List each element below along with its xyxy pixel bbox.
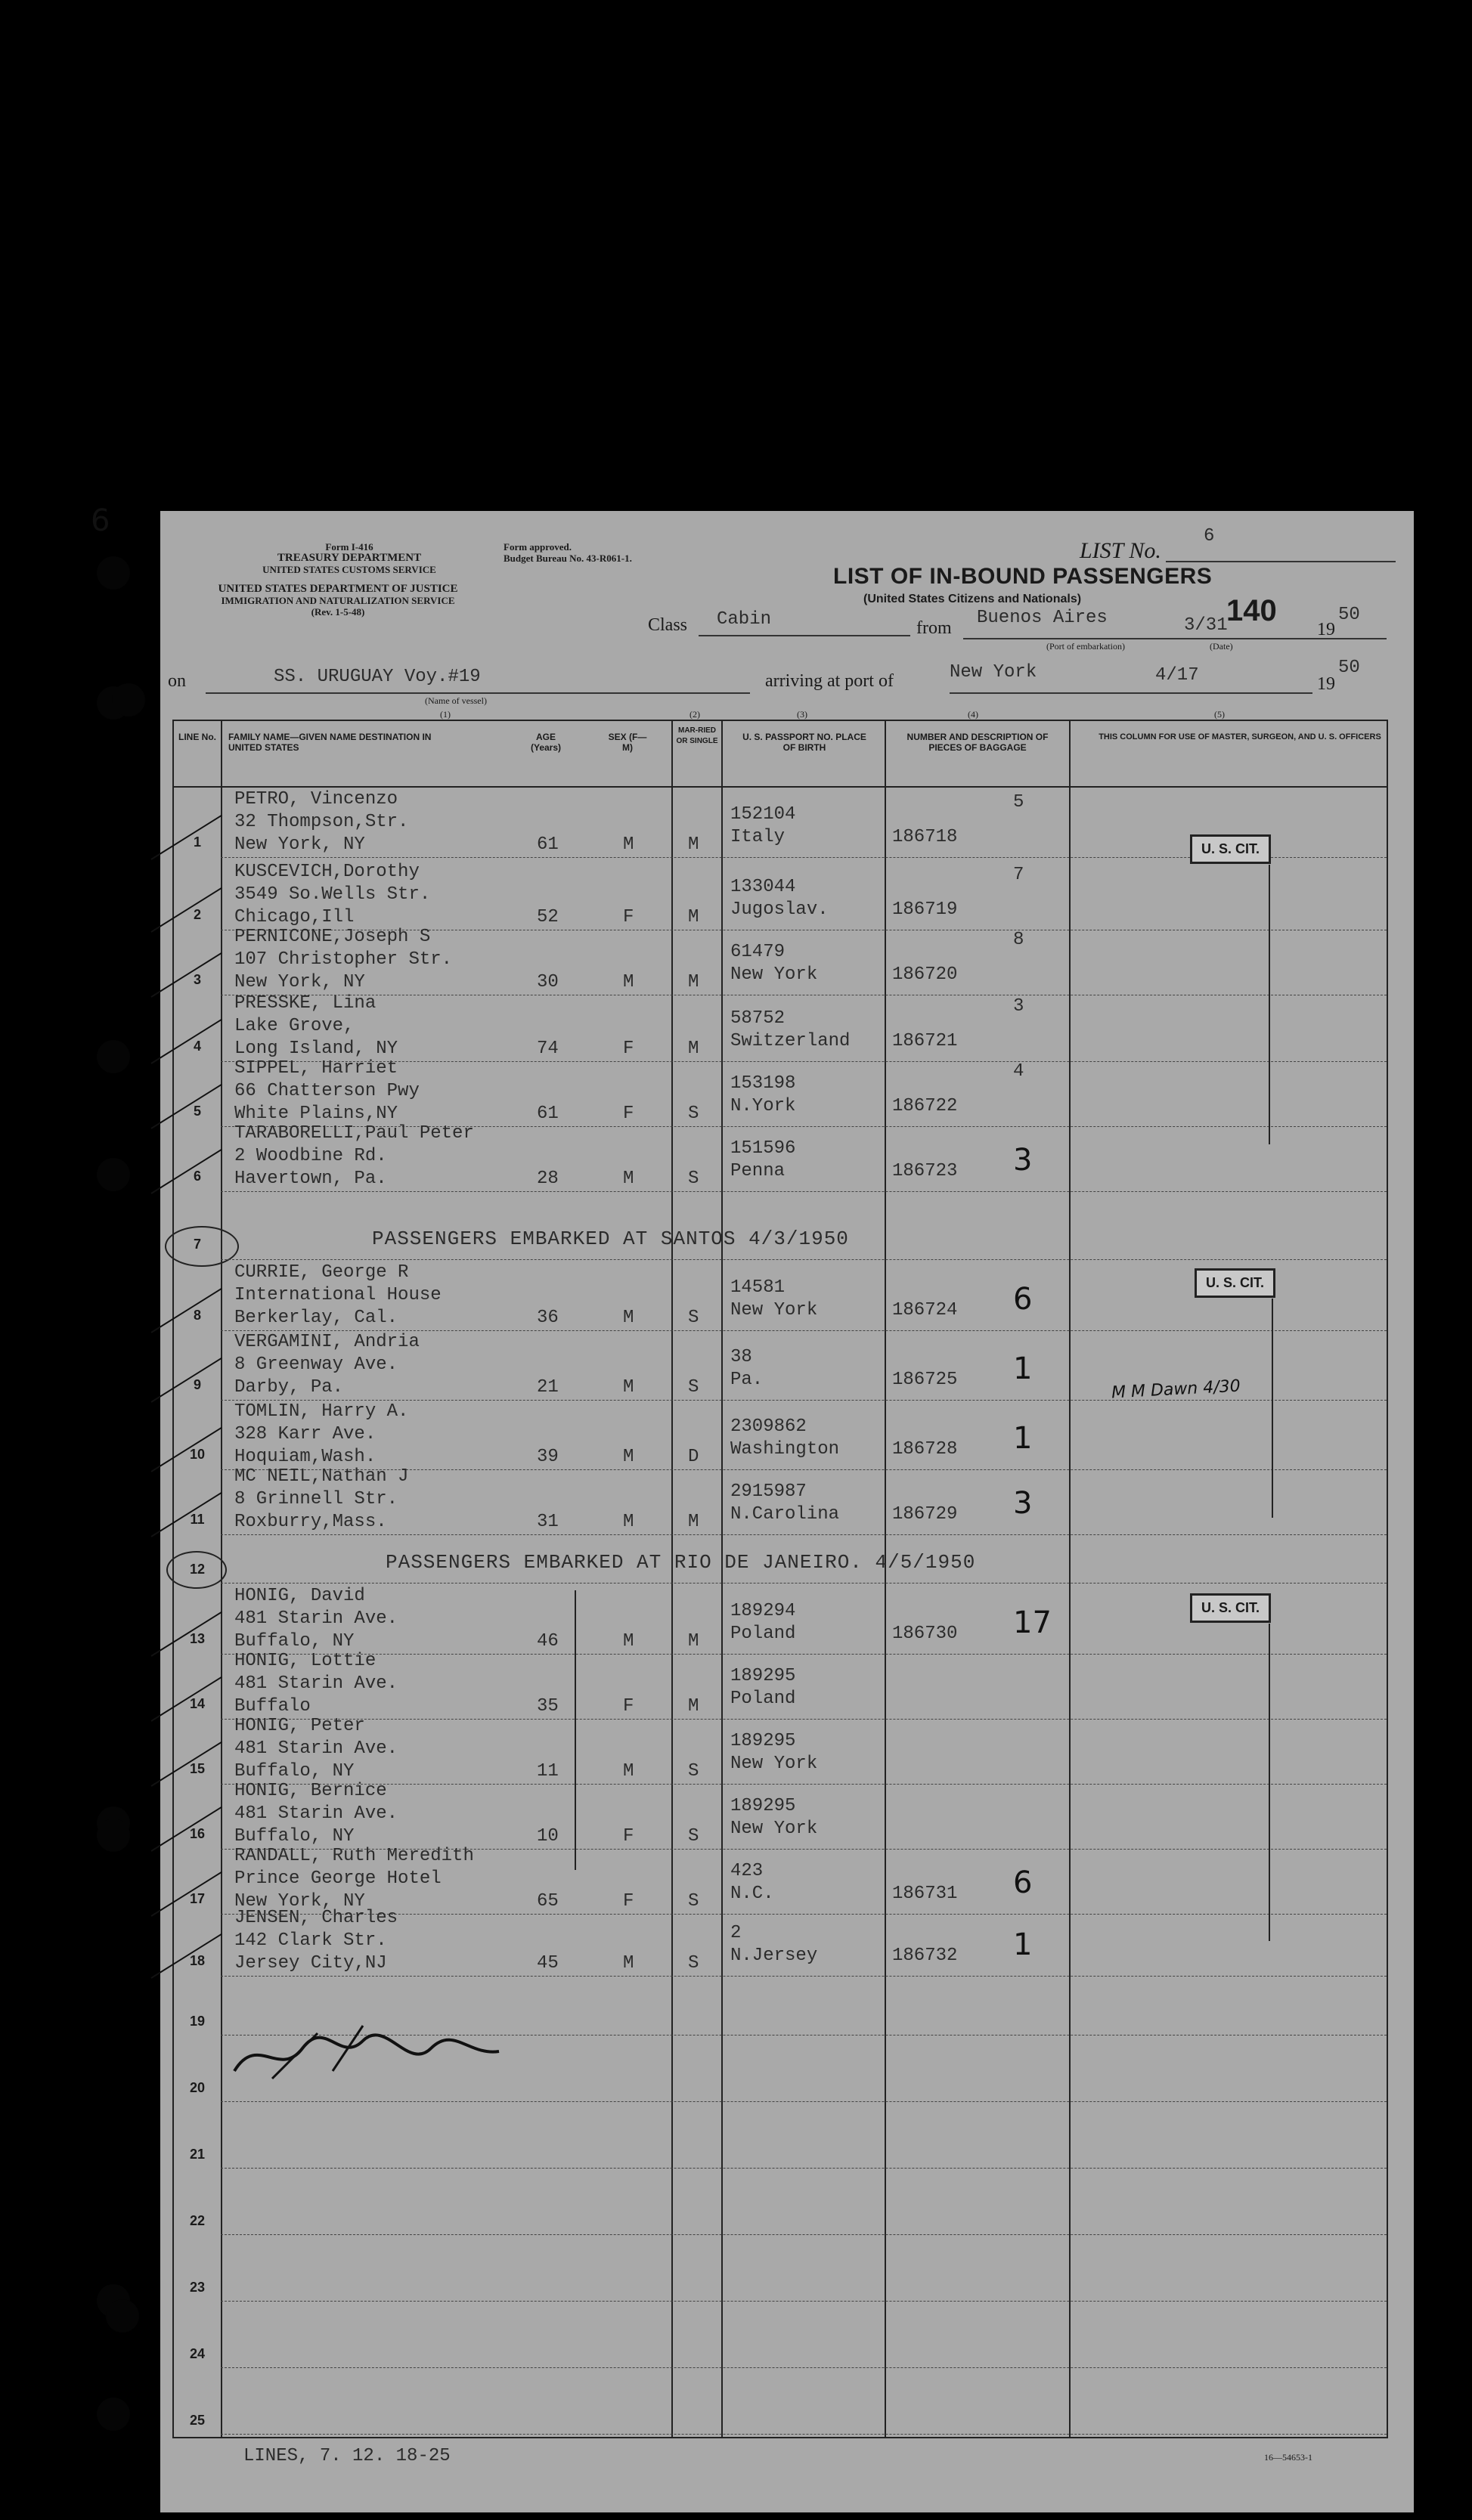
line-circle bbox=[165, 1226, 239, 1267]
baggage-pieces: 1 bbox=[1013, 1927, 1033, 1962]
line-number: 16 bbox=[189, 1826, 206, 1841]
passenger-city: White Plains,NY bbox=[234, 1104, 398, 1124]
port-caption: (Port of embarkation) bbox=[1046, 641, 1125, 652]
on-label: on bbox=[168, 671, 186, 691]
row-divider bbox=[221, 1583, 1387, 1584]
baggage-no: 186731 bbox=[892, 1884, 958, 1904]
passenger-name: MC NEIL,Nathan J bbox=[234, 1466, 409, 1487]
baggage-pieces: 8 bbox=[1013, 930, 1024, 950]
line-number: 17 bbox=[189, 1891, 206, 1906]
baggage-no: 186729 bbox=[892, 1504, 958, 1525]
place-of-birth: N.Carolina bbox=[730, 1504, 840, 1525]
vessel-underline bbox=[206, 692, 750, 694]
passenger-sex: F bbox=[623, 1891, 634, 1912]
place-of-birth: New York bbox=[730, 1819, 818, 1839]
line-number: 19 bbox=[189, 2014, 206, 2029]
baggage-no: 186722 bbox=[892, 1096, 958, 1116]
row-divider bbox=[221, 2434, 1387, 2435]
list-no-value: 6 bbox=[1204, 526, 1215, 546]
passenger-sex: M bbox=[623, 1512, 634, 1532]
passenger-name: PERNICONE,Joseph S bbox=[234, 927, 431, 947]
passenger-city: New York, NY bbox=[234, 972, 365, 992]
passenger-marital: S bbox=[688, 1826, 699, 1847]
baggage-pieces: 1 bbox=[1013, 1351, 1033, 1386]
passenger-marital: S bbox=[688, 1377, 699, 1398]
baggage-pieces: 3 bbox=[1013, 996, 1024, 1017]
row-divider bbox=[221, 2168, 1387, 2169]
officer-signature: M M Dawn 4/30 bbox=[1111, 1376, 1241, 1403]
stamped-number: 140 bbox=[1226, 594, 1277, 627]
line-circle bbox=[166, 1551, 227, 1589]
passenger-name: JENSEN, Charles bbox=[234, 1908, 398, 1928]
passenger-city: Buffalo, NY bbox=[234, 1826, 355, 1847]
row-divider bbox=[221, 1259, 1387, 1260]
col-header-officers: THIS COLUMN FOR USE OF MASTER, SURGEON, AND U. S. OFFICERS bbox=[1099, 732, 1381, 741]
passenger-sex: F bbox=[623, 1039, 634, 1059]
line-number: 24 bbox=[189, 2346, 206, 2361]
passport-no: 14581 bbox=[730, 1277, 786, 1298]
passenger-city: Buffalo, NY bbox=[234, 1761, 355, 1782]
passenger-marital: S bbox=[688, 1891, 699, 1912]
passenger-marital: S bbox=[688, 1308, 699, 1328]
passenger-marital: M bbox=[688, 1631, 699, 1652]
passenger-marital: S bbox=[688, 1104, 699, 1124]
master-signature bbox=[227, 2018, 514, 2086]
passenger-address: Lake Grove, bbox=[234, 1016, 355, 1036]
passenger-age: 35 bbox=[537, 1696, 559, 1717]
passenger-age: 28 bbox=[537, 1169, 559, 1189]
line-number: 9 bbox=[193, 1377, 201, 1392]
us-citizen-stamp: U. S. CIT. bbox=[1190, 1593, 1271, 1623]
baggage-no: 186725 bbox=[892, 1370, 958, 1390]
passenger-sex: M bbox=[623, 1169, 634, 1189]
passenger-address: 142 Clark Str. bbox=[234, 1930, 387, 1951]
line-number: 22 bbox=[189, 2213, 206, 2228]
place-of-birth: Penna bbox=[730, 1161, 786, 1181]
punch-hole bbox=[97, 1158, 130, 1191]
department-block: UNITED STATES DEPARTMENT OF JUSTICE IMMIGRATION AND NATURALIZATION SERVICE (Rev. 1-5-48) bbox=[218, 583, 458, 618]
manifest-table bbox=[172, 720, 1388, 2438]
passenger-city: Darby, Pa. bbox=[234, 1377, 344, 1398]
passenger-address: 107 Christopher Str. bbox=[234, 949, 453, 970]
passenger-age: 31 bbox=[537, 1512, 559, 1532]
baggage-no: 186724 bbox=[892, 1300, 958, 1320]
passenger-name: PRESSKE, Lina bbox=[234, 993, 377, 1014]
year-prefix-2: 19 bbox=[1317, 674, 1335, 694]
form-number: Form I-416 TREASURY DEPARTMENT UNITED STATES CUSTOMS SERVICE bbox=[262, 541, 436, 575]
passenger-age: 21 bbox=[537, 1377, 559, 1398]
passport-no: 2 bbox=[730, 1923, 742, 1943]
passenger-age: 39 bbox=[537, 1447, 559, 1467]
col-num-5: (5) bbox=[1214, 709, 1225, 720]
passenger-name: HONIG, David bbox=[234, 1586, 365, 1606]
passenger-address: 32 Thompson,Str. bbox=[234, 812, 409, 832]
line-number: 21 bbox=[189, 2147, 206, 2162]
col-header-married: MAR-RIED OR SINGLE bbox=[676, 726, 718, 745]
baggage-pieces: 3 bbox=[1013, 1486, 1033, 1521]
manifest-page bbox=[91, 503, 1414, 2512]
passport-no: 133044 bbox=[730, 877, 796, 897]
col-header-age: AGE (Years) bbox=[530, 732, 562, 753]
passenger-name: HONIG, Peter bbox=[234, 1716, 365, 1736]
place-of-birth: New York bbox=[730, 1754, 818, 1774]
arrival-date: 4/17 bbox=[1155, 665, 1199, 686]
passenger-sex: F bbox=[623, 1104, 634, 1124]
line-number: 4 bbox=[193, 1039, 201, 1054]
col-num-4: (4) bbox=[968, 709, 978, 720]
passenger-address: 328 Karr Ave. bbox=[234, 1424, 377, 1444]
col-divider bbox=[671, 721, 673, 2437]
punch-hole bbox=[112, 683, 145, 717]
passenger-name: SIPPEL, Harriet bbox=[234, 1058, 398, 1079]
passenger-city: New York, NY bbox=[234, 1891, 365, 1912]
place-of-birth: Jugoslav. bbox=[730, 899, 829, 920]
family-bracket bbox=[575, 1590, 576, 1870]
vessel-caption: (Name of vessel) bbox=[425, 695, 487, 706]
place-of-birth: Pa. bbox=[730, 1370, 764, 1390]
passenger-city: Buffalo, NY bbox=[234, 1631, 355, 1652]
col-num-2: (2) bbox=[690, 709, 700, 720]
passport-no: 189295 bbox=[730, 1666, 796, 1686]
line-number: 14 bbox=[189, 1696, 206, 1711]
passenger-city: Long Island, NY bbox=[234, 1039, 398, 1059]
passenger-age: 30 bbox=[537, 972, 559, 992]
passenger-city: Roxburry,Mass. bbox=[234, 1512, 387, 1532]
passenger-sex: F bbox=[623, 1826, 634, 1847]
col-divider bbox=[721, 721, 723, 2437]
passenger-city: Buffalo bbox=[234, 1696, 311, 1717]
list-no-label: LIST No. bbox=[1080, 538, 1161, 563]
baggage-pieces: 1 bbox=[1013, 1421, 1033, 1456]
passenger-sex: M bbox=[623, 1953, 634, 1974]
passenger-age: 45 bbox=[537, 1953, 559, 1974]
baggage-no: 186723 bbox=[892, 1161, 958, 1181]
line-number: 6 bbox=[193, 1169, 201, 1184]
year-prefix: 19 bbox=[1317, 620, 1335, 639]
embark-date: 3/31 bbox=[1184, 615, 1228, 636]
baggage-no: 186720 bbox=[892, 964, 958, 985]
passenger-city: Jersey City,NJ bbox=[234, 1953, 387, 1974]
col-header-sex: SEX (F—M) bbox=[608, 732, 647, 753]
col-header-baggage: NUMBER AND DESCRIPTION OF PIECES OF BAGGAGE bbox=[906, 732, 1049, 753]
passenger-age: 11 bbox=[537, 1761, 559, 1782]
passport-no: 189294 bbox=[730, 1601, 796, 1621]
passenger-name: HONIG, Bernice bbox=[234, 1781, 387, 1801]
rio-banner: PASSENGERS EMBARKED AT RIO DE JANEIRO. 4/5/1950 bbox=[386, 1551, 976, 1574]
passenger-age: 65 bbox=[537, 1891, 559, 1912]
line-number: 12 bbox=[189, 1562, 206, 1577]
place-of-birth: N.C. bbox=[730, 1884, 774, 1904]
budget-approval: Form approved. Budget Bureau No. 43-R061-1. bbox=[504, 541, 632, 564]
arriving-label: arriving at port of bbox=[765, 671, 894, 691]
place-of-birth: Poland bbox=[730, 1624, 796, 1644]
passenger-marital: S bbox=[688, 1169, 699, 1189]
passenger-age: 61 bbox=[537, 834, 559, 855]
place-of-birth: Switzerland bbox=[730, 1031, 851, 1051]
form-title: LIST OF IN-BOUND PASSENGERS bbox=[833, 564, 1213, 589]
punch-hole bbox=[97, 1040, 130, 1073]
passenger-marital: M bbox=[688, 972, 699, 992]
row-divider bbox=[221, 2367, 1387, 2368]
passenger-age: 46 bbox=[537, 1631, 559, 1652]
passenger-marital: M bbox=[688, 1512, 699, 1532]
baggage-no: 186728 bbox=[892, 1439, 958, 1460]
margin-mark: 6 bbox=[91, 503, 110, 538]
baggage-pieces: 6 bbox=[1013, 1282, 1033, 1317]
from-label: from bbox=[916, 618, 952, 638]
place-of-birth: New York bbox=[730, 1300, 818, 1320]
passenger-marital: M bbox=[688, 1039, 699, 1059]
passenger-address: 8 Grinnell Str. bbox=[234, 1489, 398, 1509]
arrival-underline bbox=[950, 692, 1312, 694]
passenger-name: PETRO, Vincenzo bbox=[234, 789, 398, 810]
passport-no: 58752 bbox=[730, 1008, 786, 1029]
place-of-birth: Poland bbox=[730, 1689, 796, 1709]
passport-no: 2915987 bbox=[730, 1481, 807, 1502]
row-divider bbox=[221, 1976, 1387, 1977]
line-number: 7 bbox=[193, 1237, 201, 1252]
passenger-sex: M bbox=[623, 972, 634, 992]
passenger-city: Havertown, Pa. bbox=[234, 1169, 387, 1189]
stamp-leader bbox=[1272, 1299, 1273, 1518]
passport-no: 61479 bbox=[730, 942, 786, 962]
row-divider bbox=[221, 1191, 1387, 1192]
punch-hole bbox=[97, 556, 130, 590]
line-number: 13 bbox=[189, 1631, 206, 1646]
passenger-marital: M bbox=[688, 1696, 699, 1717]
passenger-name: VERGAMINI, Andria bbox=[234, 1332, 420, 1352]
passenger-age: 74 bbox=[537, 1039, 559, 1059]
class-label: Class bbox=[648, 615, 688, 635]
line-number: 2 bbox=[193, 907, 201, 922]
passenger-address: Prince George Hotel bbox=[234, 1868, 442, 1889]
passenger-name: TARABORELLI,Paul Peter bbox=[234, 1123, 474, 1144]
line-number: 1 bbox=[193, 834, 201, 850]
row-divider bbox=[221, 2101, 1387, 2102]
passenger-marital: S bbox=[688, 1953, 699, 1974]
line-number: 20 bbox=[189, 2080, 206, 2095]
year-value: 50 bbox=[1338, 605, 1360, 625]
col-divider bbox=[885, 721, 886, 2437]
passenger-name: TOMLIN, Harry A. bbox=[234, 1401, 409, 1422]
baggage-no: 186732 bbox=[892, 1946, 958, 1966]
passenger-name: KUSCEVICH,Dorothy bbox=[234, 862, 420, 882]
arrival-port: New York bbox=[950, 662, 1037, 683]
passenger-address: 481 Starin Ave. bbox=[234, 1608, 398, 1629]
line-number: 10 bbox=[189, 1447, 206, 1462]
baggage-pieces: 17 bbox=[1013, 1605, 1052, 1640]
baggage-no: 186721 bbox=[892, 1031, 958, 1051]
passenger-address: 66 Chatterson Pwy bbox=[234, 1081, 420, 1101]
row-divider bbox=[221, 1534, 1387, 1535]
passenger-address: 8 Greenway Ave. bbox=[234, 1354, 398, 1375]
col-num-3: (3) bbox=[797, 709, 807, 720]
baggage-no: 186719 bbox=[892, 899, 958, 920]
place-of-birth: Italy bbox=[730, 827, 786, 847]
passenger-sex: M bbox=[623, 1308, 634, 1328]
class-underline bbox=[699, 635, 910, 636]
row-divider bbox=[221, 1784, 1387, 1785]
list-no-underline bbox=[1166, 561, 1396, 562]
port-of-embarkation: Buenos Aires bbox=[977, 608, 1108, 628]
line-number: 11 bbox=[190, 1512, 205, 1527]
baggage-no: 186718 bbox=[892, 827, 958, 847]
passenger-age: 36 bbox=[537, 1308, 559, 1328]
us-citizen-stamp: U. S. CIT. bbox=[1195, 1268, 1275, 1298]
passport-no: 423 bbox=[730, 1861, 764, 1881]
passenger-name: CURRIE, George R bbox=[234, 1262, 409, 1283]
col-divider bbox=[1069, 721, 1071, 2437]
passenger-age: 61 bbox=[537, 1104, 559, 1124]
passenger-name: RANDALL, Ruth Meredith bbox=[234, 1846, 474, 1866]
passenger-city: Chicago,Ill bbox=[234, 907, 355, 927]
passport-no: 189295 bbox=[730, 1796, 796, 1816]
passenger-sex: M bbox=[623, 834, 634, 855]
passenger-marital: S bbox=[688, 1761, 699, 1782]
passenger-address: 481 Starin Ave. bbox=[234, 1673, 398, 1694]
passenger-sex: M bbox=[623, 1377, 634, 1398]
baggage-pieces: 7 bbox=[1013, 865, 1024, 885]
baggage-pieces: 3 bbox=[1013, 1143, 1033, 1178]
passenger-city: New York, NY bbox=[234, 834, 365, 855]
row-divider bbox=[221, 1719, 1387, 1720]
col-header-name: FAMILY NAME—GIVEN NAME DESTINATION IN UNITED STATES bbox=[228, 732, 432, 753]
line-number: 15 bbox=[189, 1761, 206, 1776]
year-value-2: 50 bbox=[1338, 658, 1360, 678]
line-number: 23 bbox=[189, 2280, 206, 2295]
class-value: Cabin bbox=[717, 609, 772, 630]
passenger-sex: F bbox=[623, 907, 634, 927]
passenger-age: 52 bbox=[537, 907, 559, 927]
passport-no: 189295 bbox=[730, 1731, 796, 1751]
passenger-city: Berkerlay, Cal. bbox=[234, 1308, 398, 1328]
santos-banner: PASSENGERS EMBARKED AT SANTOS 4/3/1950 bbox=[372, 1227, 849, 1250]
passport-no: 152104 bbox=[730, 804, 796, 825]
passport-no: 2309862 bbox=[730, 1416, 807, 1437]
baggage-pieces: 4 bbox=[1013, 1061, 1024, 1082]
passport-no: 153198 bbox=[730, 1073, 796, 1094]
footer-code: 16—54653-1 bbox=[1264, 2452, 1312, 2463]
passenger-sex: M bbox=[623, 1761, 634, 1782]
passenger-marital: M bbox=[688, 834, 699, 855]
passenger-sex: M bbox=[623, 1447, 634, 1467]
passenger-address: International House bbox=[234, 1285, 442, 1305]
baggage-pieces: 6 bbox=[1013, 1865, 1033, 1900]
row-divider bbox=[221, 1654, 1387, 1655]
passenger-city: Hoquiam,Wash. bbox=[234, 1447, 377, 1467]
line-number: 3 bbox=[193, 972, 201, 987]
passenger-marital: D bbox=[688, 1447, 699, 1467]
us-citizen-stamp: U. S. CIT. bbox=[1190, 834, 1271, 864]
passenger-sex: M bbox=[623, 1631, 634, 1652]
stamp-leader bbox=[1269, 1624, 1270, 1941]
passenger-address: 2 Woodbine Rd. bbox=[234, 1146, 387, 1166]
line-number: 5 bbox=[193, 1104, 201, 1119]
place-of-birth: N.York bbox=[730, 1096, 796, 1116]
place-of-birth: N.Jersey bbox=[730, 1946, 818, 1966]
line-number: 8 bbox=[193, 1308, 201, 1323]
date-caption: (Date) bbox=[1210, 641, 1233, 652]
passenger-age: 10 bbox=[537, 1826, 559, 1847]
passport-no: 38 bbox=[730, 1347, 752, 1367]
passenger-address: 481 Starin Ave. bbox=[234, 1803, 398, 1824]
stamp-leader bbox=[1269, 865, 1270, 1144]
punch-hole bbox=[97, 2398, 130, 2431]
baggage-no: 186730 bbox=[892, 1624, 958, 1644]
passenger-marital: M bbox=[688, 907, 699, 927]
passport-no: 151596 bbox=[730, 1138, 796, 1159]
passenger-address: 481 Starin Ave. bbox=[234, 1738, 398, 1759]
col-header-line: LINE No. bbox=[178, 732, 216, 742]
line-number: 18 bbox=[189, 1953, 206, 1968]
place-of-birth: Washington bbox=[730, 1439, 840, 1460]
place-of-birth: New York bbox=[730, 964, 818, 985]
row-divider bbox=[221, 2301, 1387, 2302]
line-number: 25 bbox=[189, 2413, 206, 2428]
punch-hole bbox=[97, 1819, 130, 1852]
passenger-address: 3549 So.Wells Str. bbox=[234, 884, 431, 905]
footer-lines: LINES, 7. 12. 18-25 bbox=[243, 2446, 451, 2466]
form-subtitle: (United States Citizens and Nationals) bbox=[863, 593, 1082, 605]
passenger-sex: F bbox=[623, 1696, 634, 1717]
vessel-name: SS. URUGUAY Voy.#19 bbox=[274, 667, 481, 687]
baggage-pieces: 5 bbox=[1013, 792, 1024, 813]
punch-hole bbox=[106, 2299, 139, 2333]
passenger-name: HONIG, Lottie bbox=[234, 1651, 377, 1671]
row-divider bbox=[221, 2234, 1387, 2235]
col-num-1: (1) bbox=[440, 709, 451, 720]
col-header-passport: U. S. PASSPORT NO. PLACE OF BIRTH bbox=[742, 732, 866, 753]
